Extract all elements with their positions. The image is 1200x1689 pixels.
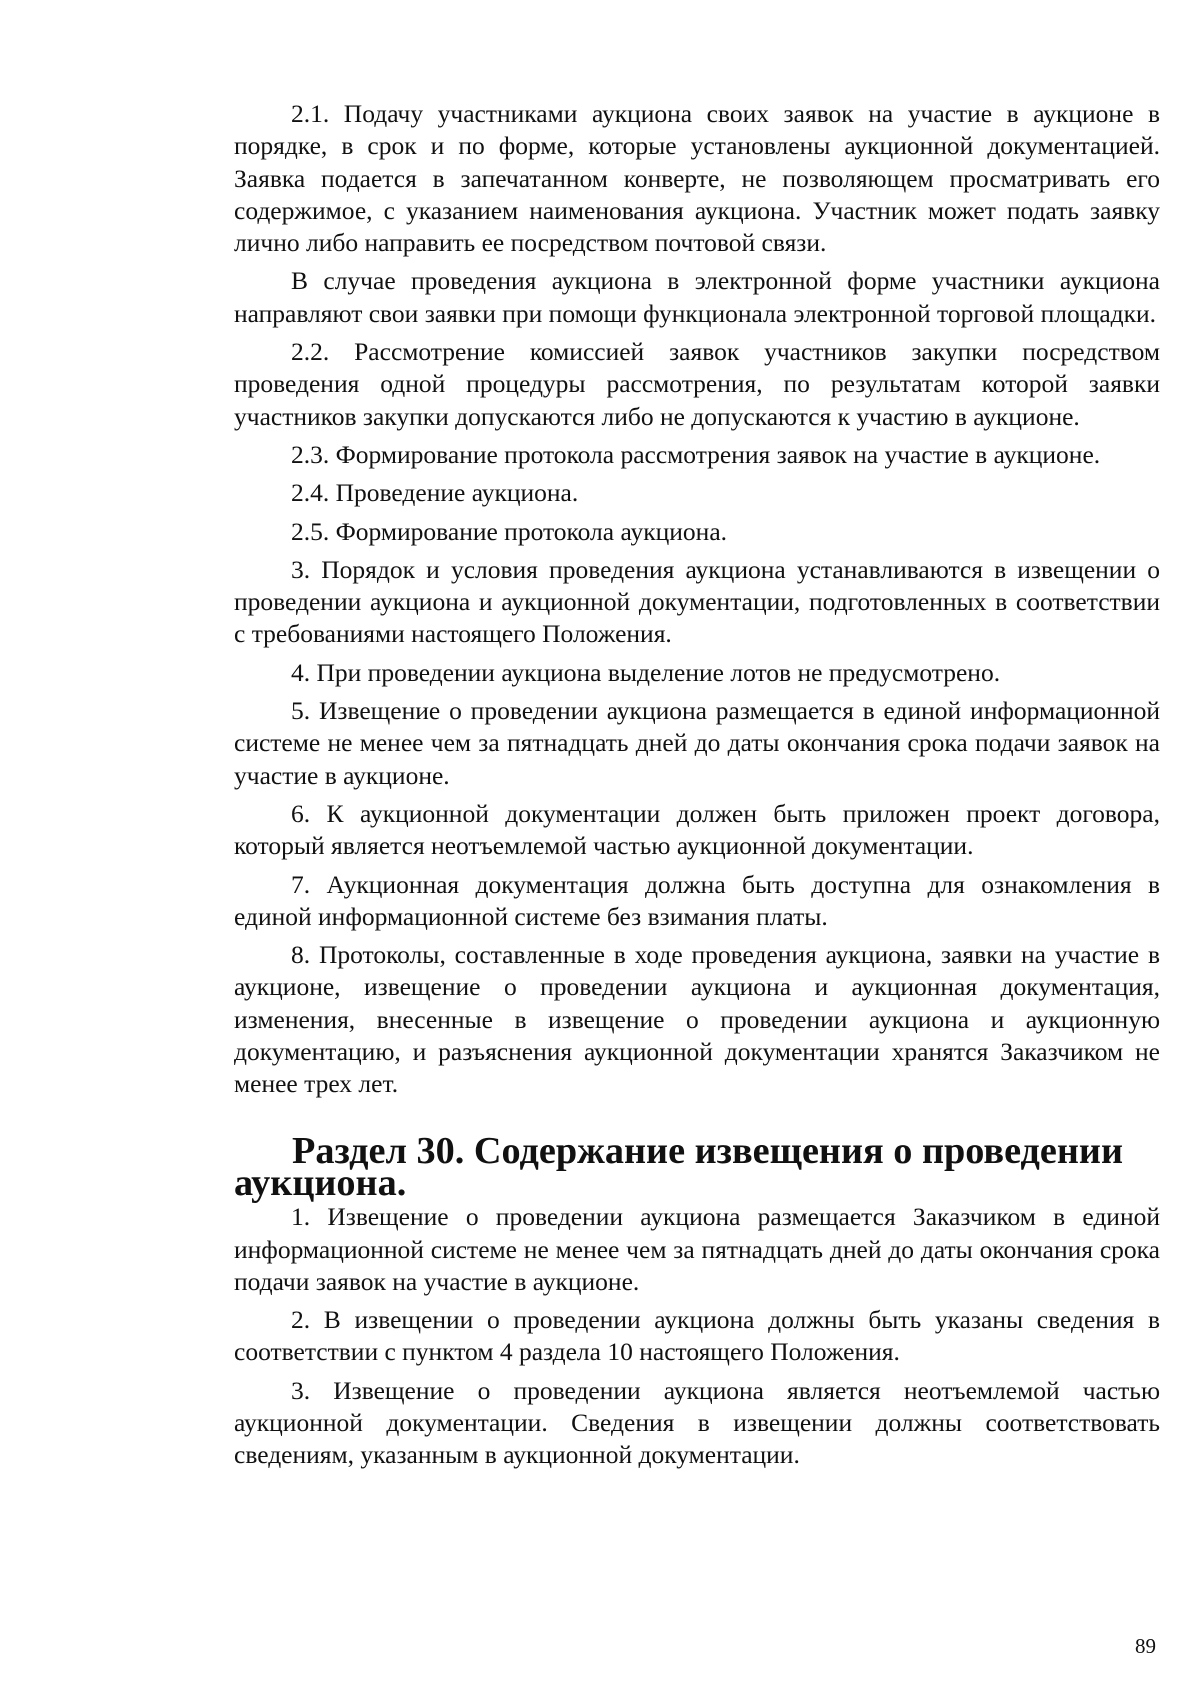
section-heading: Раздел 30. Содержание извещения о проведении аукциона. [234,1129,1124,1204]
paragraph-2-2: 2.2. Рассмотрение комиссией заявок участников закупки посредством проведения одной процедуры рассмотрения, по результатам которой заявки участников закупки допускаются либо не допускаются к участию в аукционе. [234,337,1160,431]
section-paragraph-2: 2. В извещении о проведении аукциона должны быть указаны сведения в соответствии с пунктом 4 раздела 10 настоящего Положения. [234,1305,1160,1367]
section-paragraph-3: 3. Извещение о проведении аукциона является неотъемлемой частью аукционной документации. Сведения в извещении должны соответствовать сведениям, указанным в аукционной документации. [234,1375,1160,1470]
paragraph-8: 8. Протоколы, составленные в ходе проведения аукциона, заявки на участие в аукционе, извещение о проведении аукциона и аукционная документация, изменения, внесенные в извещение о проведении аукциона и аукционную документацию, и разъяснения аукционной документации хранятся Заказчиком не менее трех лет. [234,940,1160,1099]
paragraph-2-4: 2.4. Проведение аукциона. [291,478,579,508]
document-page [234,98,1160,1478]
paragraph-electronic-form: В случае проведения аукциона в электронной форме участники аукциона направляют свои заявки при помощи функционала электронной торговой площадки. [234,266,1160,328]
section-paragraph-1: 1. Извещение о проведении аукциона размещается Заказчиком в единой информационной системе не менее чем за пятнадцать дней до даты окончания срока подачи заявок на участие в аукционе. [234,1202,1160,1296]
paragraph-6: 6. К аукционной документации должен быть приложен проект договора, который является неотъемлемой частью аукционной документации. [234,798,1160,861]
paragraph-2-5: 2.5. Формирование протокола аукциона. [291,516,728,546]
paragraph-4: 4. При проведении аукциона выделение лотов не предусмотрено. [291,657,1001,687]
paragraph-2-3: 2.3. Формирование протокола рассмотрения заявок на участие в аукционе. [291,439,1101,469]
paragraph-3: 3. Порядок и условия проведения аукциона устанавливаются в извещении о проведении аукциона и аукционной документации, подготовленных в соответствии с требованиями настоящего Положения. [234,554,1160,649]
paragraph-5: 5. Извещение о проведении аукциона размещается в единой информационной системе не менее чем за пятнадцать дней до даты окончания срока подачи заявок на участие в аукционе. [234,696,1160,790]
paragraph-7: 7. Аукционная документация должна быть доступна для ознакомления в единой информационной системе без взимания платы. [234,869,1160,931]
paragraph-2-1: 2.1. Подачу участниками аукциона своих заявок на участие в аукционе в порядке, в срок и по форме, которые установлены аукционной документацией. Заявка подается в запечатанном конверте, не позволяющем просматривать его содержимое, с указанием наименования аукциона. Участник может подать заявку лично либо направить ее посредством почтовой связи. [234,99,1160,258]
page-number: 89 [1135,1634,1156,1658]
